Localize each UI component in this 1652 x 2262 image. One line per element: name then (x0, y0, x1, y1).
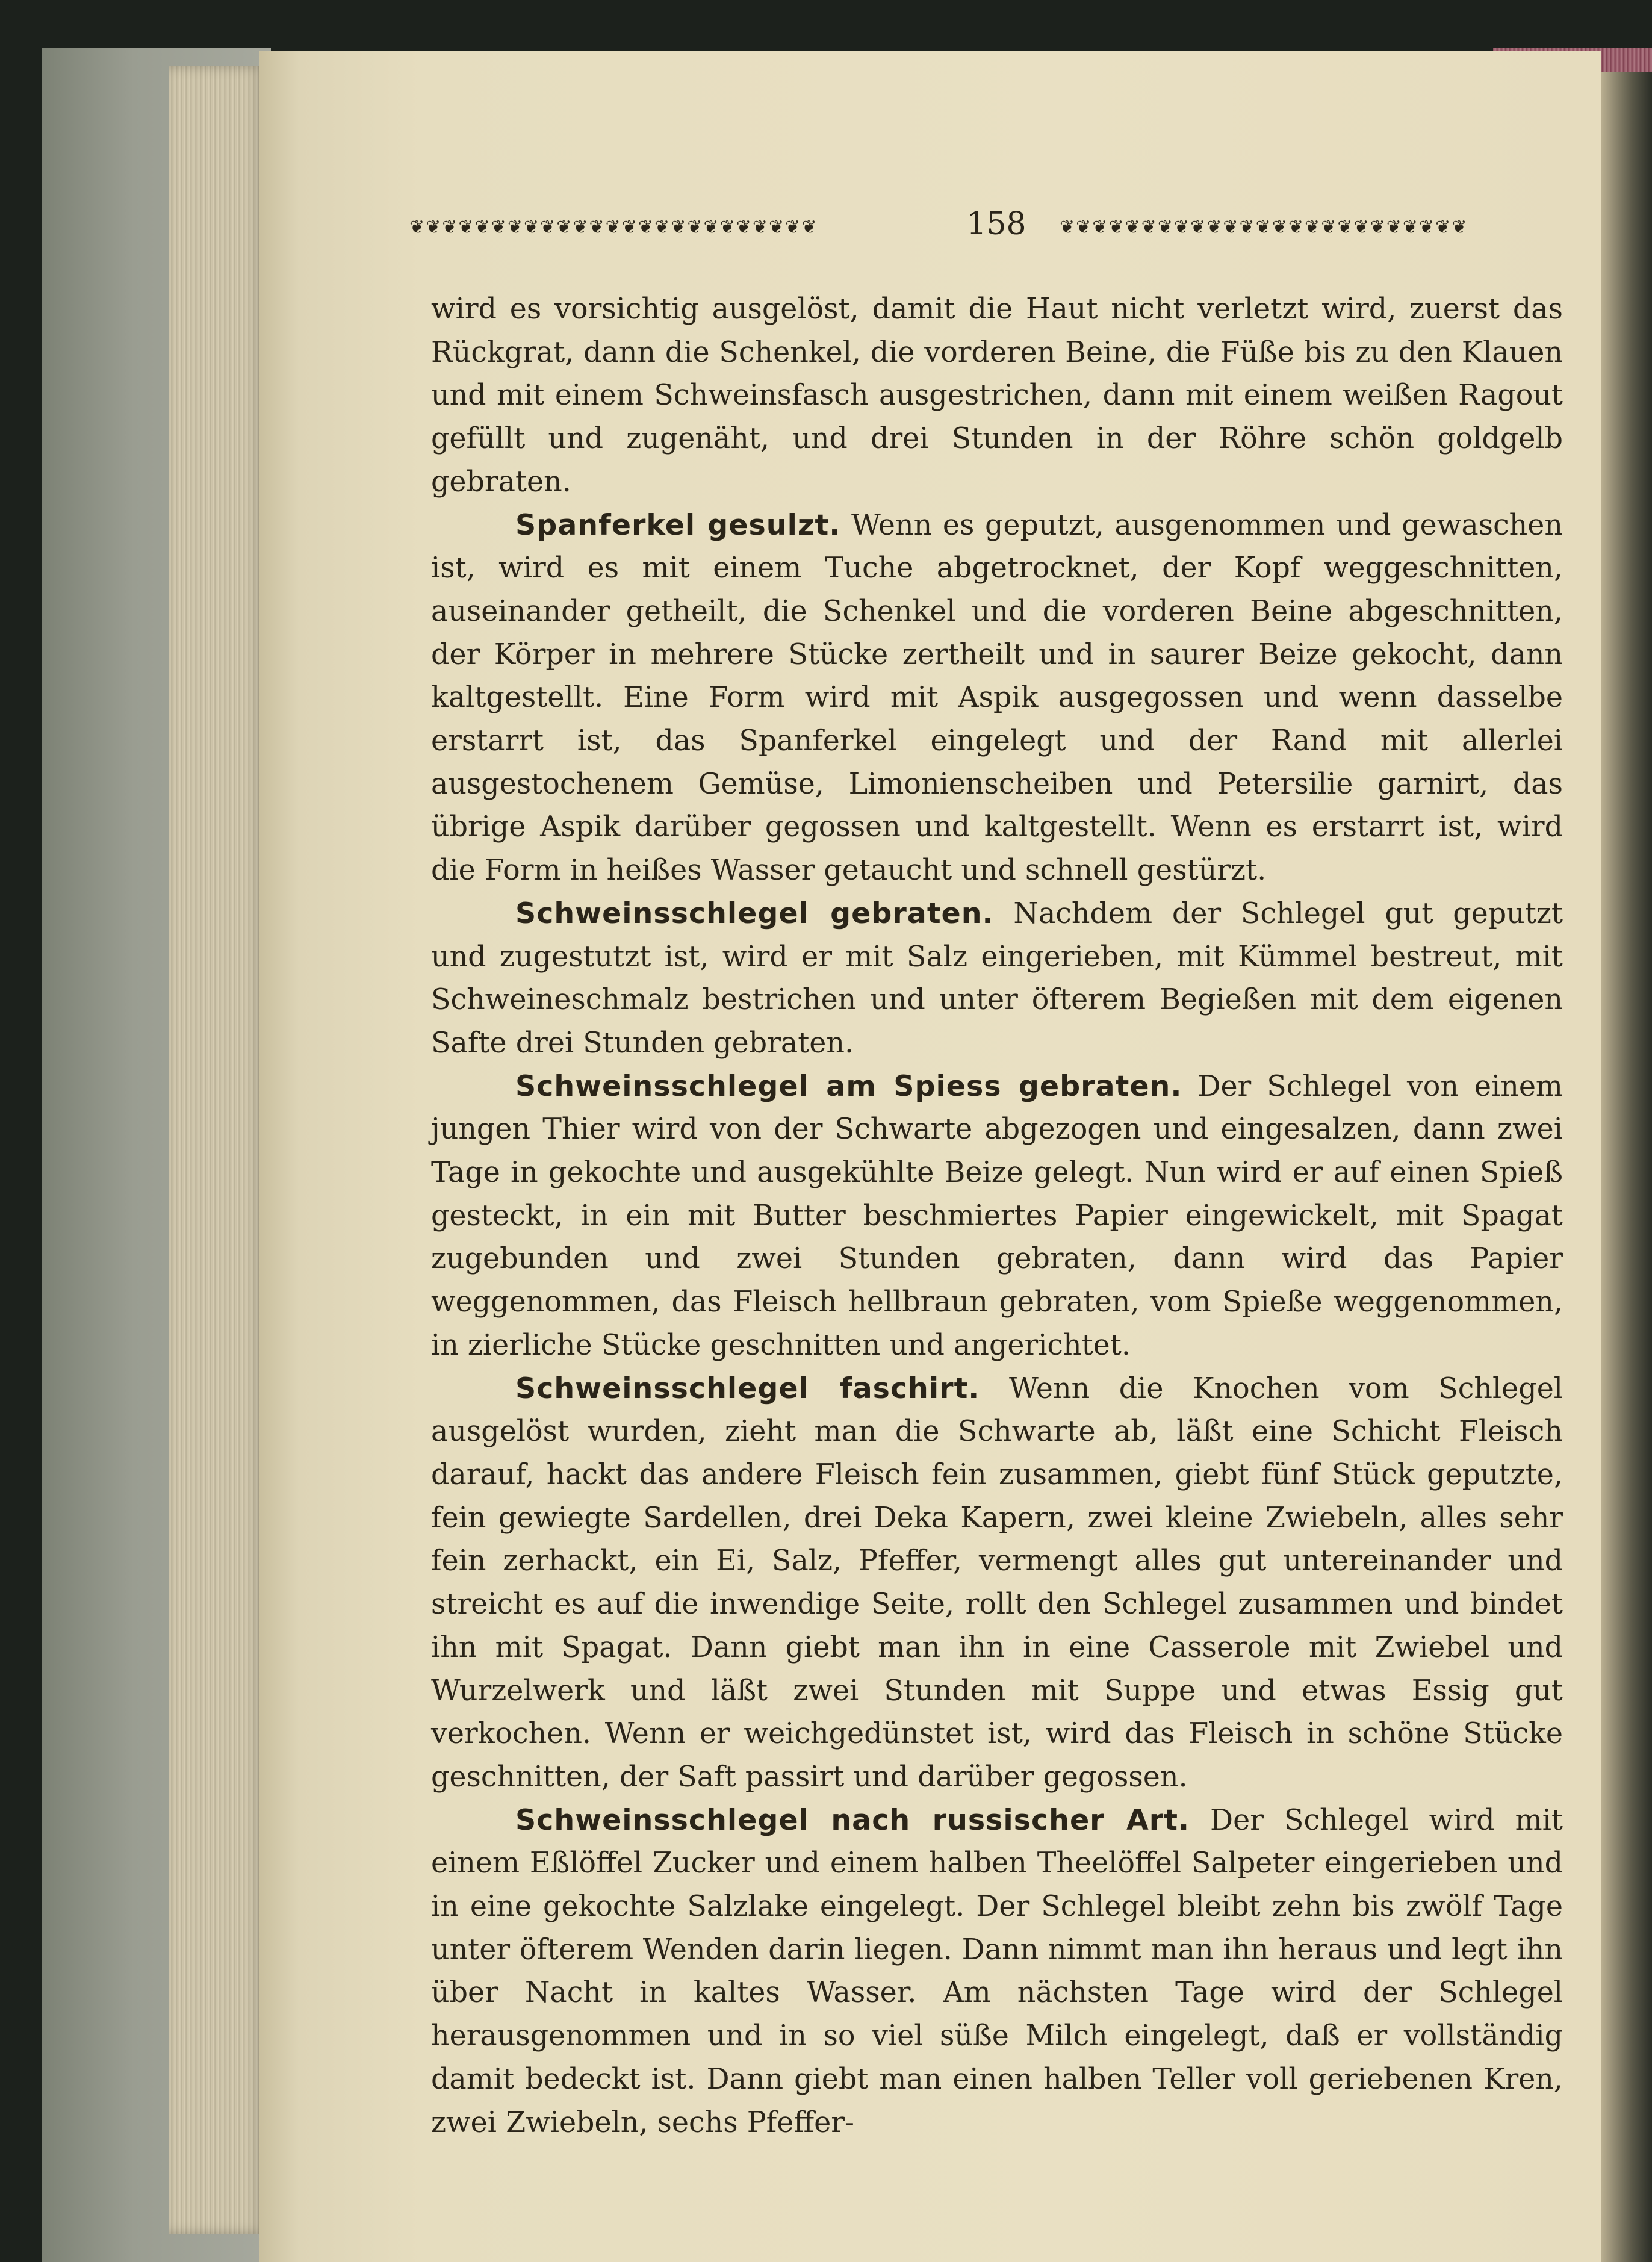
recipe-spanferkel-gesulzt (431, 504, 1563, 892)
recipe-schweinsschlegel-am-spiess (431, 1065, 1563, 1367)
page-number: 158 (966, 206, 1026, 242)
recipe-text: Nachdem der Schlegel gut geputzt und zugestutzt ist, wird er mit Salz eingerieben, mit Kümmel bestreut, mit Schweineschmalz bestrichen und unter öfterem Begießen mit dem eigenen Safte drei Stunden gebraten. (431, 896, 1563, 1060)
header-ornament-left: ❦❦❦❦❦❦❦❦❦❦❦❦❦❦❦❦❦❦❦❦❦❦❦❦❦ (409, 217, 818, 234)
recipe-text: Wenn es geputzt, ausgenommen und gewaschen ist, wird es mit einem Tuche abgetrocknet, der Kopf weggeschnitten, auseinander getheilt, die Schenkel und die vorderen Beine abgeschnitten, der Körper in mehrere Stücke zertheilt und in saurer Beize gekocht, dann kaltgestellt. Eine Form wird mit Aspik ausgegossen und wenn dasselbe erstarrt ist, das Spanferkel eingelegt und der Rand mit allerlei ausgestochenem Gemüse, Limonienscheiben und Petersilie garnirt, das übrige Aspik darüber gegossen und kaltgestellt. Wenn es erstarrt ist, wird die Form in heißes Wasser getaucht und schnell gestürzt. (431, 508, 1563, 887)
recipe-heading: Schweinsschlegel gebraten. (515, 896, 994, 930)
book-right-edge (1601, 72, 1652, 2262)
recipe-schweinsschlegel-gebraten (431, 892, 1563, 1065)
recipe-heading: Schweinsschlegel am Spiess gebraten. (515, 1069, 1182, 1103)
header-ornament-right: ❦❦❦❦❦❦❦❦❦❦❦❦❦❦❦❦❦❦❦❦❦❦❦❦❦ (1060, 217, 1468, 234)
recipe-heading: Spanferkel gesulzt. (515, 508, 841, 542)
recipe-schweinsschlegel-faschirt (431, 1367, 1563, 1799)
recipe-heading: Schweinsschlegel faschirt. (515, 1372, 980, 1405)
recipe-text: Wenn die Knochen vom Schlegel ausgelöst wurden, zieht man die Schwarte ab, läßt eine Schicht Fleisch darauf, hackt das andere Fleisch fein zusammen, giebt fünf Stück geputzte, fein gewiegte Sardellen, drei Deka Kapern, zwei kleine Zwiebeln, alles sehr fein zerhackt, ein Ei, Salz, Pfeffer, vermengt alles gut untereinander und streicht es auf die inwendige Seite, rollt den Schlegel zusammen und bindet ihn mit Spagat. Dann giebt man ihn in eine Casserole mit Zwiebel und Wurzelwerk und läßt zwei Stunden mit Suppe und etwas Essig gut verkochen. Wenn er weichgedünstet ist, wird das Fleisch in schöne Stücke geschnitten, der Saft passirt und darüber gegossen. (431, 1372, 1564, 1794)
recipe-schweinsschlegel-russisch (431, 1799, 1563, 2145)
paragraph-text: wird es vorsichtig ausgelöst, damit die Haut nicht verletzt wird, zuerst das Rückgrat, dann die Schenkel, die vorderen Beine, die Füße bis zu den Klauen und mit einem Schweinsfasch ausgestrichen, dann mit einem weißen Ragout gefüllt und zugenäht, und drei Stunden in der Röhre schön goldgelb gebraten. (431, 293, 1563, 499)
recipe-text: Der Schlegel von einem jungen Thier wird von der Schwarte abgezogen und eingesalzen, dann zwei Tage in gekochte und ausgekühlte Beize gelegt. Nun wird er auf einen Spieß gesteckt, in ein mit Butter beschmiertes Papier eingewickelt, mit Spagat zugebunden und zwei Stunden gebraten, dann wird das Papier weggenommen, das Fleisch hellbraun gebraten, vom Spieße weggenommen, in zierliche Stücke geschnitten und angerichtet. (431, 1069, 1563, 1362)
body-text (431, 288, 1563, 2144)
recipe-text: Der Schlegel wird mit einem Eßlöffel Zucker und einem halben Theelöffel Salpeter eingerieben und in eine gekochte Salzlake eingelegt. Der Schlegel bleibt zehn bis zwölf Tage unter öfterem Wenden darin liegen. Dann nimmt man ihn heraus und legt ihn über Nacht in kaltes Wasser. Am nächsten Tage wird der Schlegel herausgenommen und in so viel süße Milch eingelegt, daß er vollständig damit bedeckt ist. Dann giebt man einen halben Teller voll geriebenen Kren, zwei Zwiebeln, sechs Pfeffer- (431, 1803, 1563, 2139)
paragraph (431, 288, 1563, 504)
page-header (409, 206, 1565, 242)
page-edges (169, 66, 265, 2234)
recipe-heading: Schweinsschlegel nach russischer Art. (515, 1803, 1190, 1837)
